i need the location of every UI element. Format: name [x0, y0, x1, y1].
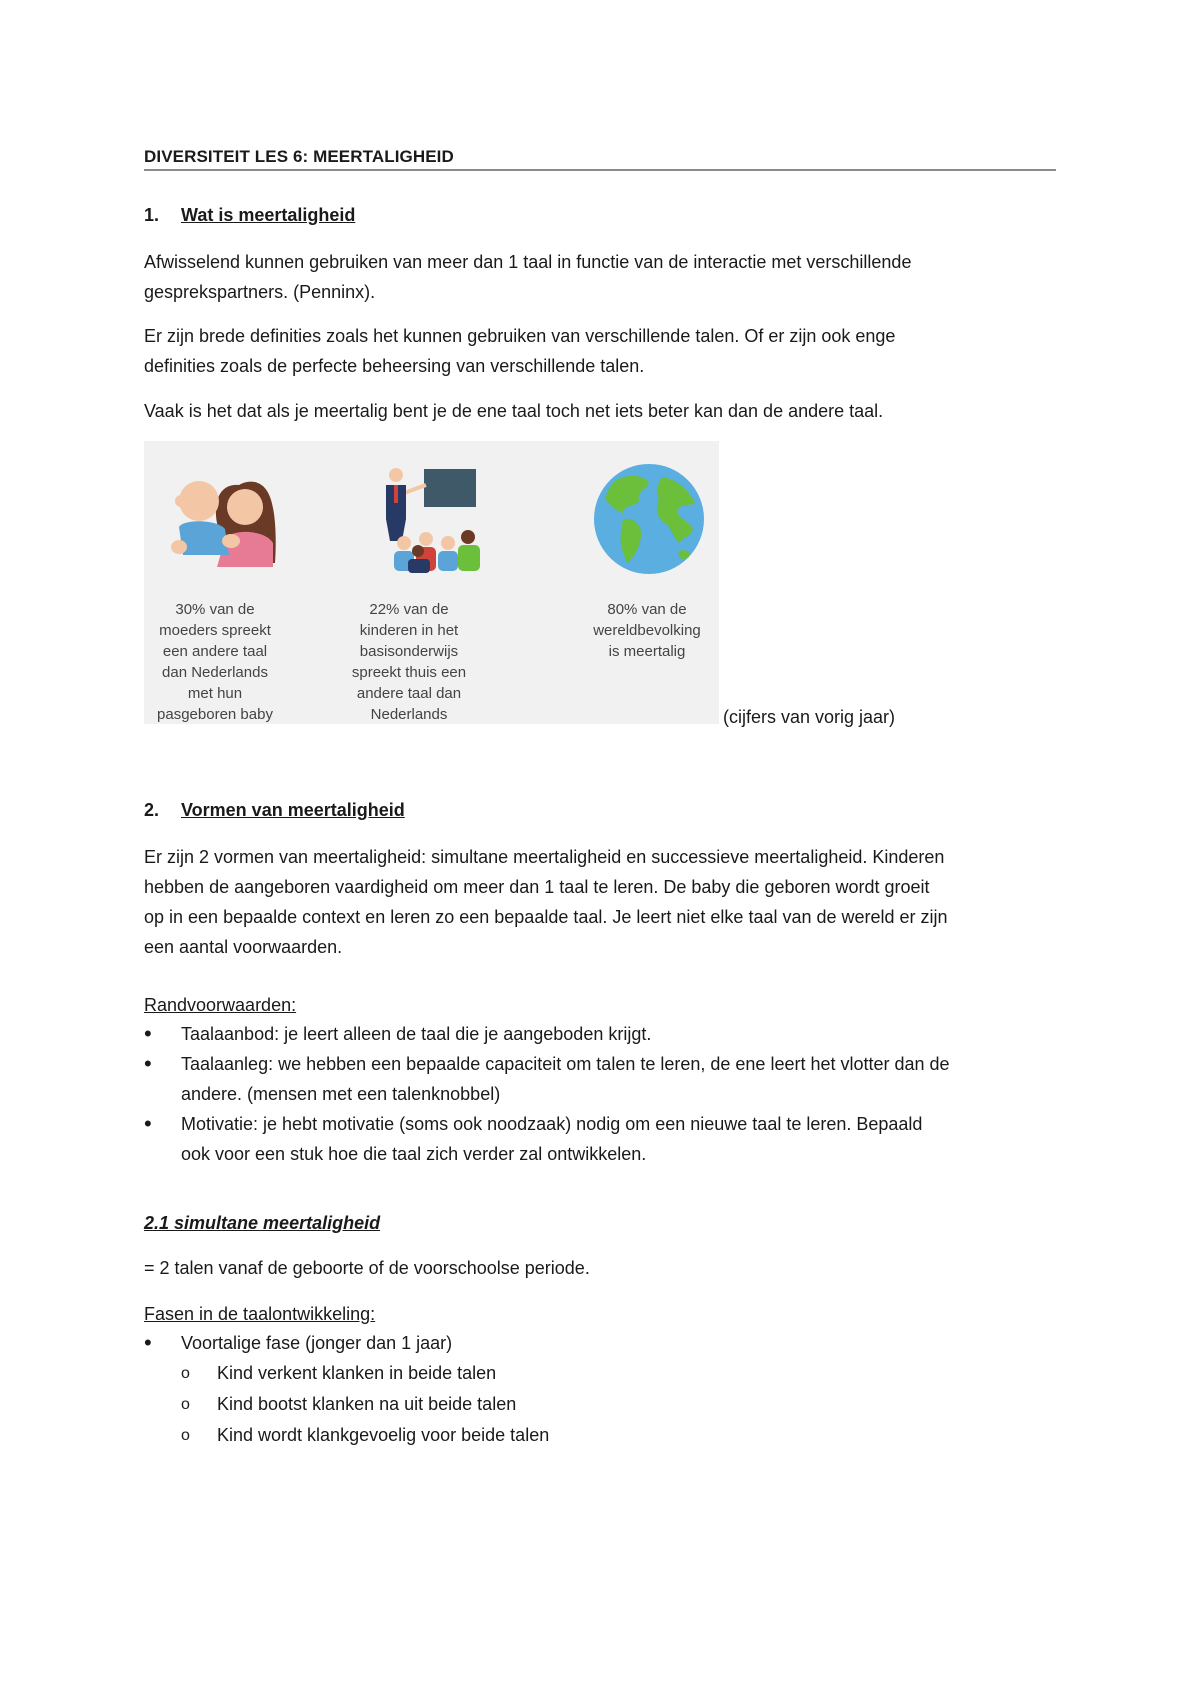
text-line: op in een bepaalde context en leren zo een bepaalde taal. Je leert niet elke taal van de wereld er zijn	[144, 907, 948, 927]
section-1-paragraph-1	[144, 247, 1059, 307]
section-2-number: 2.	[144, 800, 160, 820]
caption-line: dan Nederlands	[162, 664, 268, 681]
list-item-text: Taalaanbod: je leert alleen de taal die je aangeboden krijgt.	[181, 1024, 652, 1044]
caption-line: moeders spreekt	[159, 622, 271, 639]
caption-line: kinderen in het	[359, 622, 459, 639]
fasen-sublist	[181, 1358, 549, 1451]
globe-icon	[593, 463, 705, 575]
section-1-paragraph-2	[144, 321, 1059, 381]
text-line: definities zoals de perfecte beheersing van verschillende talen.	[144, 356, 645, 376]
section-2-heading	[144, 800, 405, 821]
list-item	[144, 1019, 1059, 1049]
infographic-image	[144, 441, 719, 724]
text-line: een aantal voorwaarden.	[144, 937, 343, 957]
infographic-caption-world	[572, 599, 722, 662]
document-title: DIVERSITEIT LES 6: MEERTALIGHEID	[144, 147, 454, 166]
randvoorwaarden-list	[144, 1019, 1059, 1169]
sublist-item-text: Kind wordt klankgevoelig voor beide talen	[217, 1425, 550, 1445]
section-1-paragraph-3: Vaak is het dat als je meertalig bent je de ene taal toch net iets beter kan dan de andere taal.	[144, 401, 884, 421]
fasen-list	[144, 1328, 1059, 1358]
caption-line: 30% van de	[175, 601, 255, 618]
caption-line: 80% van de	[607, 601, 687, 618]
text-line: Er zijn 2 vormen van meertaligheid: simultane meertaligheid en successieve meertaligheid. Kinderen	[144, 847, 945, 867]
infographic-caption-children	[334, 599, 484, 725]
caption-line: basisonderwijs	[359, 643, 459, 660]
section-1-title: Wat is meertaligheid	[181, 205, 356, 225]
sublist-item-text: Kind verkent klanken in beide talen	[217, 1363, 497, 1383]
list-item-text: • Motivatie: je hebt motivatie (soms ook noodzaak) nodig om een nieuwe taal te leren. Bepaald	[181, 1114, 923, 1134]
list-item	[144, 1328, 1059, 1358]
section-2-1-definition: = 2 talen vanaf de geboorte of de voorschoolse periode.	[144, 1258, 590, 1278]
text-line: hebben de aangeboren vaardigheid om meer dan 1 taal te leren. De baby die geboren wordt groeit	[144, 877, 930, 897]
caption-line: Nederlands	[370, 706, 448, 723]
sublist-item	[181, 1420, 549, 1451]
caption-line: andere taal dan	[356, 685, 462, 702]
text-line: gesprekspartners. (Penninx).	[144, 282, 376, 302]
teacher-class-icon	[374, 467, 484, 575]
sublist-item	[181, 1358, 549, 1389]
sublist-item-text: Kind bootst klanken na uit beide talen	[217, 1394, 517, 1414]
text-line: Afwisselend kunnen gebruiken van meer dan 1 taal in functie van de interactie met verschillende	[144, 252, 912, 272]
mother-baby-icon	[169, 463, 279, 569]
caption-line: is meertalig	[608, 643, 686, 660]
caption-line: 22% van de	[369, 601, 449, 618]
caption-line: pasgeboren baby	[157, 706, 273, 723]
caption-line: een andere taal	[162, 643, 268, 660]
randvoorwaarden-label: Randvoorwaarden:	[144, 995, 297, 1015]
fasen-label: Fasen in de taalontwikkeling:	[144, 1304, 376, 1324]
section-1-number: 1.	[144, 205, 160, 225]
caption-line: met hun	[187, 685, 243, 702]
caption-line: wereldbevolking	[593, 622, 701, 639]
title-rule	[144, 169, 1056, 171]
list-item	[144, 1109, 1059, 1169]
text-line: Er zijn brede definities zoals het kunnen gebruiken van verschillende talen. Of er zijn ook enge	[144, 326, 896, 346]
list-item-text: ook voor een stuk hoe die taal zich verder zal ontwikkelen.	[181, 1144, 647, 1164]
list-item-text: • Taalaanleg: we hebben een bepaalde capaciteit om talen te leren, de ene leert het vlotter dan de	[181, 1054, 950, 1074]
section-2-title: Vormen van meertaligheid	[181, 800, 405, 820]
sublist-item	[181, 1389, 549, 1420]
section-2-1-heading: 2.1 simultane meertaligheid	[144, 1213, 381, 1233]
infographic-note: (cijfers van vorig jaar)	[723, 707, 896, 727]
section-2-paragraph	[144, 842, 1059, 962]
infographic-caption-mothers	[140, 599, 290, 725]
list-item	[144, 1049, 1059, 1109]
list-item-text: Voortalige fase (jonger dan 1 jaar)	[181, 1333, 453, 1353]
section-1-heading	[144, 205, 355, 226]
list-item-text: andere. (mensen met een talenknobbel)	[181, 1084, 501, 1104]
caption-line: spreekt thuis een	[351, 664, 467, 681]
